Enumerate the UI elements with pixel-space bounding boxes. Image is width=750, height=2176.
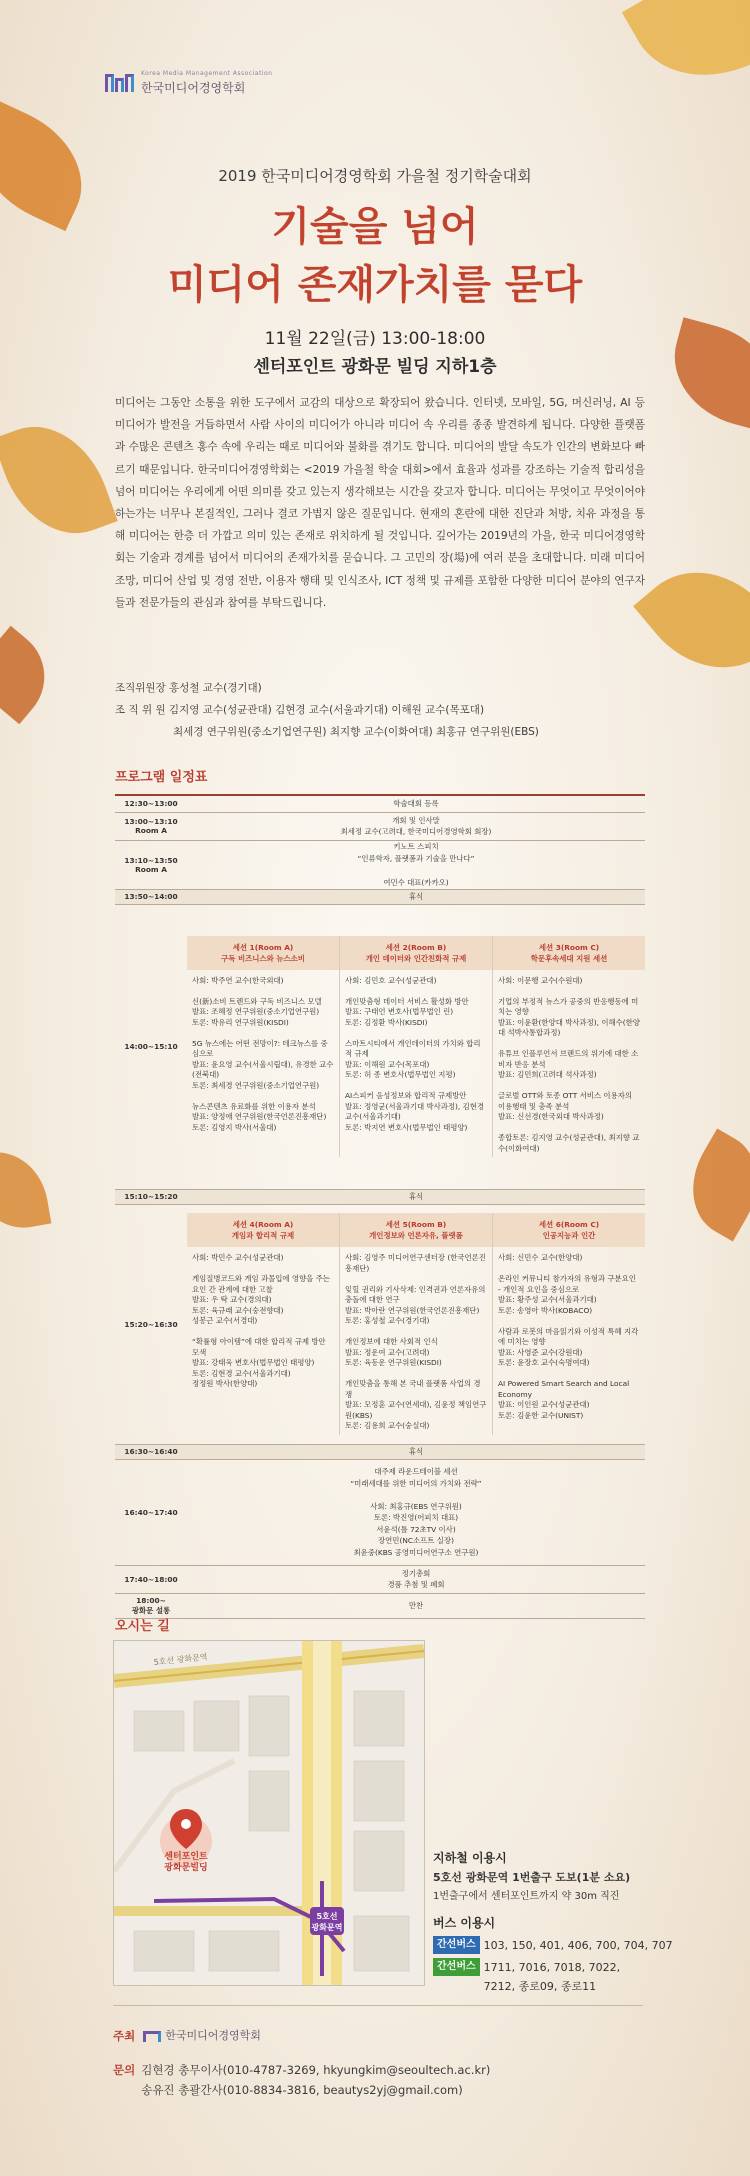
table-row: 13:10~13:50 Room A 키노트 스피치 “인류학자, 플랫폼과 기술을 만나다” 여민수 대표(카카오) xyxy=(115,840,645,889)
table-row: 15:10~15:20 휴식 xyxy=(115,1189,645,1204)
bus-route-branch: 간선버스 1711, 7016, 7018, 7022, 7212, 종로09, 종로11 xyxy=(433,1958,693,1996)
session-2B: 세션 5(Room B) 개인정보와 언론자유, 플랫폼 사회: 김영주 미디어연구센터장 (한국언론진흥재단) 잊힐 권리와 기사삭제: 인격권과 언론자유의 충돌에 대한 연구 발표: 박아란 연구위원(한국언론진흥재단) 토론: 홍성철 교수(경기대) 개인정보에 대한 사회적 인식 발표: 정운여 교수(고려대) 토론: 육동운 연구위원(KISDI) 개인맞춤을 통해 본 국내 플랫폼 사업의 경쟁 발표: 모정훈 교수(연세대), 김윤정 책임연구원(KBS) 토론: 김용희 교수(숭실대) xyxy=(339,1213,492,1435)
table-row: 13:50~14:00 휴식 xyxy=(115,889,645,904)
session-block-1 xyxy=(187,936,645,1158)
table-row: 18:00~ 광화문 설롱 만찬 xyxy=(115,1593,645,1618)
table-row: 17:40~18:00 정기총회 경품 추첨 및 폐회 xyxy=(115,1565,645,1593)
autumn-leaf-decoration xyxy=(0,626,64,725)
session-2C: 세션 6(Room C) 인공지능과 인간 사회: 신민수 교수(한양대) 온라인 커뮤니티 참가자의 유형과 구분요인 - 개인적 요인을 중심으로 발표: 황주성 교수(서울과기대) 토론: 송영아 박사(KOBACO) 사람과 로봇의 마음읽기와 이성적 특혜 지각에 미치는 영향 발표: 사영준 교수(강원대) 토론: 윤장호 교수(숙명여대) AI Powered Smart Search and Local Economy 발표: 이인원 교수(성균관대) 토론: 김윤한 교수(UNIST) xyxy=(492,1213,645,1435)
table-row: 13:00~13:10 Room A 개회 및 인사말 최세정 교수(고려대, 한국미디어경영학회 회장) xyxy=(115,812,645,840)
autumn-leaf-decoration xyxy=(672,1129,750,1242)
session-2A: 세션 4(Room A) 게임과 합리적 규제 사회: 박민수 교수(성균관대) 게임질병코드와 게임 과몰입에 영향을 주는 요인 간 관계에 대한 고찰 발표: 우 탁 교수(경의대) 토론: 육규래 교수(숭전향대) 성봉근 교수(서경대) “확률형 아이템”에 대한 합리적 규제 방안 모색 발표: 강태욱 변호사(법무법인 태평양) 토론: 김현경 교수(서울과기대) 정정원 박사(한양대) xyxy=(187,1213,339,1435)
autumn-leaf-decoration xyxy=(633,542,750,698)
autumn-leaf-decoration xyxy=(0,1145,51,1236)
svg-text:5호선: 5호선 xyxy=(316,1912,338,1921)
bus-route-trunk: 간선버스 103, 150, 401, 406, 700, 704, 707 xyxy=(433,1936,693,1955)
event-date-venue: 11월 22일(금) 13:00-18:00 센터포인트 광화문 빌딩 지하1층 xyxy=(253,329,497,377)
transit-info: 지하철 이용시 5호선 광화문역 1번출구 도보(1분 소요) 1번출구에서 센터포인트까지 약 30m 직진 버스 이용시 간선버스 103, 150, 401, 406, 700, 704, 707 간선버스 1711, 7016, 7018, 7022, 7212, 종로09, 종로11 xyxy=(433,1845,693,1996)
table-row: 14:00~15:10 세션 1(Room A) 구독 비즈니스와 뉴스소비 사회: 박주연 교수(한국외대) 신(新)소비 트렌드와 구독 비즈니스 모델 발표: 조혜정 연구위원(중소기업연구원) 토론: 박유리 연구위원(KISDI) 5G 뉴스에는 어떤 전망이?: 테크뉴스를 중심으로 발표: 윤요영 교수(서울시립대), 유경한 교수(전북대) 토론: 최세경 연구위원(중소기업연구원) 뉴스콘텐츠 유료화를 위한 이용자 분석 발표: 양정애 연구위원(한국언론진흥재단) 토론: 김영지 박사(서울대) 세션 2(Room B) 개인 데이터와 인간친화적 규제 사회: 김민호 교수(성균관대) 개인맞춤형 데이터 서비스 활성화 방안 발표: 구태언 변호사(법무법인 린) 토론: 김정환 박사(KISDI) 스마트시티에서 개인데이터의 가치와 합리적 규제 발표: 이해원 교수(목포대) 토론: 허 종 변호사(법무법인 지평) AI스피커 음성정보와 합리적 규제방안 발표: 정영균(서울과기대 박사과정), 김현경 교수(서울과기대) 토론: 박지연 변호사(법무법인 태평양) 세션 3(Room C) 학문후속세대 지원 세션 사회: 이문행 교수(수원대) 기업의 부정적 뉴스가 공중의 반응행동에 미치는 영향 발표: 이윤환(한양대 박사과정), 이해수(한양대 석박사통합과정) 유튜브 인플루언서 브랜드의 위기에 대한 소비자 반응 분석 발표: 김민희(고려대 석사과정) 글로벌 OTT와 토종 OTT 서비스 이용자의 이용행태 및 충족 분석 발표: 신선경(한국외대 박사과정) 종합토론: 김지영 교수(성균관대), 최지향 교수(이화여대) xyxy=(115,904,645,1189)
session-1A: 세션 1(Room A) 구독 비즈니스와 뉴스소비 사회: 박주연 교수(한국외대) 신(新)소비 트렌드와 구독 비즈니스 모델 발표: 조혜정 연구위원(중소기업연구원) 토론: 박유리 연구위원(KISDI) 5G 뉴스에는 어떤 전망이?: 테크뉴스를 중심으로 발표: 윤요영 교수(서울시립대), 유경한 교수(전북대) 토론: 최세경 연구위원(중소기업연구원) 뉴스콘텐츠 유료화를 위한 이용자 분석 발표: 양정애 연구위원(한국언론진흥재단) 토론: 김영지 박사(서울대) xyxy=(187,936,339,1158)
conference-name: 2019 한국미디어경영학회 가을철 정기학술대회 xyxy=(218,167,532,185)
society-logo: Korea Media Management Association 한국미디어경영학회 xyxy=(105,70,272,96)
table-row: 12:30~13:00 학술대회 등록 xyxy=(115,795,645,812)
location-map xyxy=(113,1640,425,1986)
poster-title: 기술을 넘어 미디어 존재가치를 묻다 xyxy=(167,203,583,308)
svg-text:광화문역: 광화문역 xyxy=(311,1923,343,1932)
session-block-2 xyxy=(187,1213,645,1435)
host-logo: 한국미디어경영학회 xyxy=(143,2026,261,2046)
table-row: 16:40~17:40 대주제 라운드테이블 세션 “미래세대를 위한 미디어의 가치와 전략” 사회: 최홍규(EBS 연구위원) 토론: 박진영(어피치 대표) 서윤석(틀 72초TV 이사) 장연민(NC소프트 실장) 최윤중(KBS 공영미디어연구소 연구원) xyxy=(115,1459,645,1565)
logo-mark-icon xyxy=(105,74,135,92)
autumn-leaf-decoration xyxy=(0,408,118,552)
session-1B: 세션 2(Room B) 개인 데이터와 인간친화적 규제 사회: 김민호 교수(성균관대) 개인맞춤형 데이터 서비스 활성화 방안 발표: 구태언 변호사(법무법인 린) 토론: 김정환 박사(KISDI) 스마트시티에서 개인데이터의 가치와 합리적 규제 발표: 이해원 교수(목포대) 토론: 허 종 변호사(법무법인 지평) AI스피커 음성정보와 합리적 규제방안 발표: 정영균(서울과기대 박사과정), 김현경 교수(서울과기대) 토론: 박지연 변호사(법무법인 태평양) xyxy=(339,936,492,1158)
svg-text:광화문빌딩: 광화문빌딩 xyxy=(164,1863,208,1873)
table-row: 16:30~16:40 휴식 xyxy=(115,1444,645,1459)
intro-paragraph: 미디어는 그동안 소통을 위한 도구에서 교감의 대상으로 확장되어 왔습니다. 인터넷, 모바일, 5G, 머신러닝, AI 등 미디어가 발전을 거듭하면서 사람 사이의 미디어가 아니라 미디어 속 우리를 종종 발견하게 됩니다. 다양한 플랫폼과 수많은 콘텐츠 홍수 속에 우리는 때로 미디어와 불화를 겪기도 합니다. 미디어의 발달 속도가 인간의 변화보다 빠르기 때문입니다. 한국미디어경영학회는 <2019 가을철 학술 대회>에서 효율과 성과를 강조하는 기술적 합리성을 넘어 미디어는 우리에게 어떤 의미를 갖고 있는지 생각해보는 시간을 갖고자 합니다. 미디어는 무엇이고 무엇이어야 하는가는 너무나 본질적인, 그러나 결코 가볍지 않은 질문입니다. 현재의 혼란에 대한 진단과 처방, 치유 과정을 통해 미디어는 한층 더 가깝고 의미 있는 존재로 위치하게 될 것입니다. 깊어가는 2019년의 가을, 한국 미디어경영학회는 기술과 경계를 넘어서 미디어의 존재가치를 묻습니다. 그 고민의 장(場)에 여러 분을 초대합니다. 미래 미디어 조망, 미디어 산업 및 경영 전반, 이용자 행태 및 인식조사, ICT 정책 및 규제를 포함한 다양한 미디어 분야의 연구자들과 전문가들의 관심과 참여를 부탁드립니다. xyxy=(115,397,645,609)
svg-text:센터포인트: 센터포인트 xyxy=(164,1852,208,1862)
table-row: 15:20~16:30 세션 4(Room A) 게임과 합리적 규제 사회: 박민수 교수(성균관대) 게임질병코드와 게임 과몰입에 영향을 주는 요인 간 관계에 대한 고찰 발표: 우 탁 교수(경의대) 토론: 육규래 교수(숭전향대) 성봉근 교수(서경대) “확률형 아이템”에 대한 합리적 규제 방안 모색 발표: 강태욱 변호사(법무법인 태평양) 토론: 김현경 교수(서울과기대) 정정원 박사(한양대) 세션 5(Room B) 개인정보와 언론자유, 플랫폼 사회: 김영주 미디어연구센터장 (한국언론진흥재단) 잊힐 권리와 기사삭제: 인격권과 언론자유의 충돌에 대한 연구 발표: 박아란 연구위원(한국언론진흥재단) 토론: 홍성철 교수(경기대) 개인정보에 대한 사회적 인식 발표: 정운여 교수(고려대) 토론: 육동운 연구위원(KISDI) 개인맞춤을 통해 본 국내 플랫폼 사업의 경쟁 발표: 모정훈 교수(연세대), 김윤정 책임연구원(KBS) 토론: 김용희 교수(숭실대) 세션 6(Room C) 인공지능과 인간 사회: 신민수 교수(한양대) 온라인 커뮤니티 참가자의 유형과 구분요인 - 개인적 요인을 중심으로 발표: 황주성 교수(서울과기대) 토론: 송영아 박사(KOBACO) 사람과 로봇의 마음읽기와 이성적 특혜 지각에 미치는 영향 발표: 사영준 교수(강원대) 토론: 윤장호 교수(숙명여대) AI Powered Smart Search and Local Economy 발표: 이인원 교수(성균관대) 토론: 김윤한 교수(UNIST) xyxy=(115,1204,645,1444)
directions-heading: 오시는 길 xyxy=(115,1619,170,1634)
logo-mark-icon xyxy=(143,2031,161,2042)
program-heading: 프로그램 일정표 xyxy=(115,770,208,785)
footer: 주최 한국미디어경영학회 문의 김현경 총무이사(010-4787-3269, hkyungkim@seoultech.ac.kr) 송유진 총괄간사(010-8834-3816, beautys2yj@gmail.com) xyxy=(113,2005,643,2100)
program-table xyxy=(115,794,645,1619)
session-1C: 세션 3(Room C) 학문후속세대 지원 세션 사회: 이문행 교수(수원대) 기업의 부정적 뉴스가 공중의 반응행동에 미치는 영향 발표: 이윤환(한양대 박사과정), 이해수(한양대 석박사통합과정) 유튜브 인플루언서 브랜드의 위기에 대한 소비자 반응 분석 발표: 김민희(고려대 석사과정) 글로벌 OTT와 토종 OTT 서비스 이용자의 이용행태 및 충족 분석 발표: 신선경(한국외대 박사과정) 종합토론: 김지영 교수(성균관대), 최지향 교수(이화여대) xyxy=(492,936,645,1158)
autumn-leaf-decoration xyxy=(622,0,750,108)
svg-text:5호선 광화문역: 5호선 광화문역 xyxy=(153,1652,208,1667)
organizing-committee: 조직위원장 홍성철 교수(경기대) 조 직 위 원 김지영 교수(성균관대) 김현경 교수(서울과기대) 이해원 교수(목포대) 최세경 연구위원(중소기업연구원) 최지향 교수(이화여대) 최홍규 연구위원(EBS) xyxy=(115,682,539,738)
